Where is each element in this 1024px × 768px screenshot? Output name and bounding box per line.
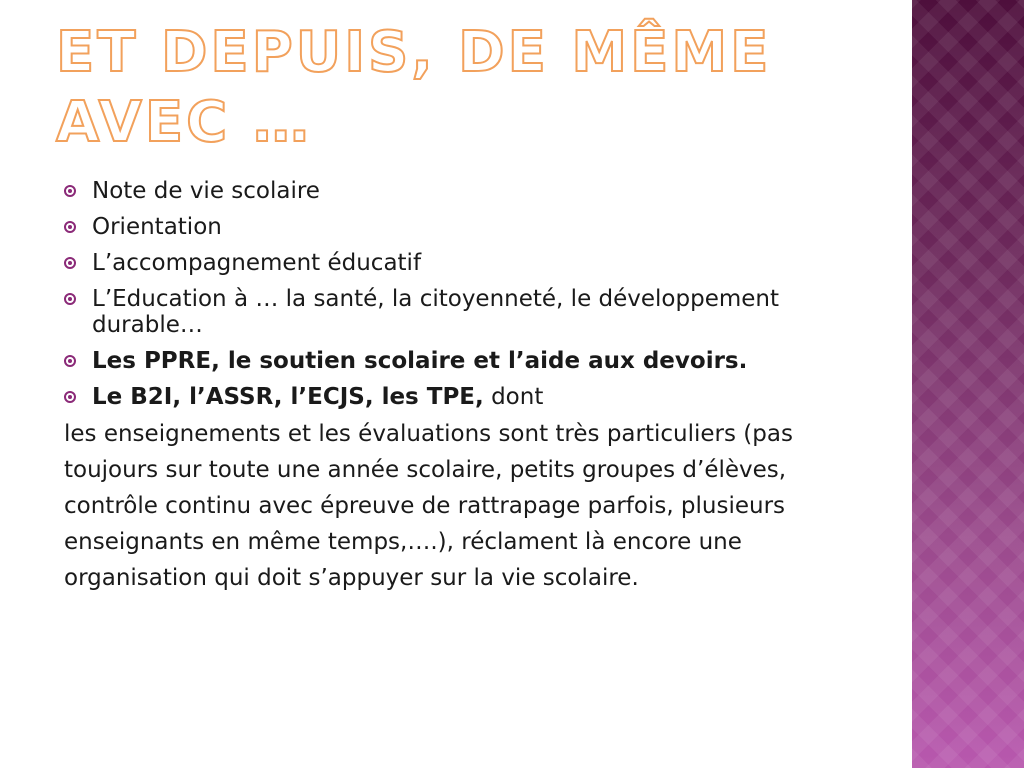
title-line-1: ET DEPUIS, DE MÊME: [56, 20, 772, 85]
bullet-item: [64, 250, 844, 276]
circled-dot-bullet-icon: [64, 185, 76, 197]
body-paragraph: les enseignements et les évaluations sont très particuliers (pas toujours sur toute une année scolaire, petits groupes d’élèves, contrôle continu avec épreuve de rattrapage parfois, plusieurs enseignants en même temps,….), réclament là encore une organisation qui doit s’appuyer sur la vie scolaire.: [64, 421, 793, 591]
circled-dot-bullet-icon: [64, 257, 76, 269]
bullet-text: Orientation: [92, 214, 222, 240]
bullet-item: [64, 178, 844, 204]
bullet-text: L’accompagnement éducatif: [92, 250, 422, 276]
decorative-side-band: [912, 0, 1024, 768]
bullet-item: [64, 348, 844, 374]
slide-content: [64, 178, 844, 596]
bullet-item: [64, 384, 844, 410]
circled-dot-bullet-icon: [64, 293, 76, 305]
title-line-2: AVEC …: [56, 90, 312, 155]
bullet-list: [64, 178, 844, 410]
bullet-text-bold: Le B2I, l’ASSR, l’ECJS, les TPE,: [92, 384, 484, 410]
slide-title: [56, 18, 896, 158]
bullet-text: Note de vie scolaire: [92, 178, 320, 204]
circled-dot-bullet-icon: [64, 391, 76, 403]
bullet-item: [64, 286, 844, 338]
bullet-item: [64, 214, 844, 240]
bullet-text: L’Education à … la santé, la citoyenneté, le développement durable…: [92, 286, 780, 338]
bullet-text: dont: [483, 384, 544, 410]
circled-dot-bullet-icon: [64, 221, 76, 233]
bullet-text-bold: Les PPRE, le soutien scolaire et l’aide aux devoirs.: [92, 348, 748, 374]
circled-dot-bullet-icon: [64, 355, 76, 367]
